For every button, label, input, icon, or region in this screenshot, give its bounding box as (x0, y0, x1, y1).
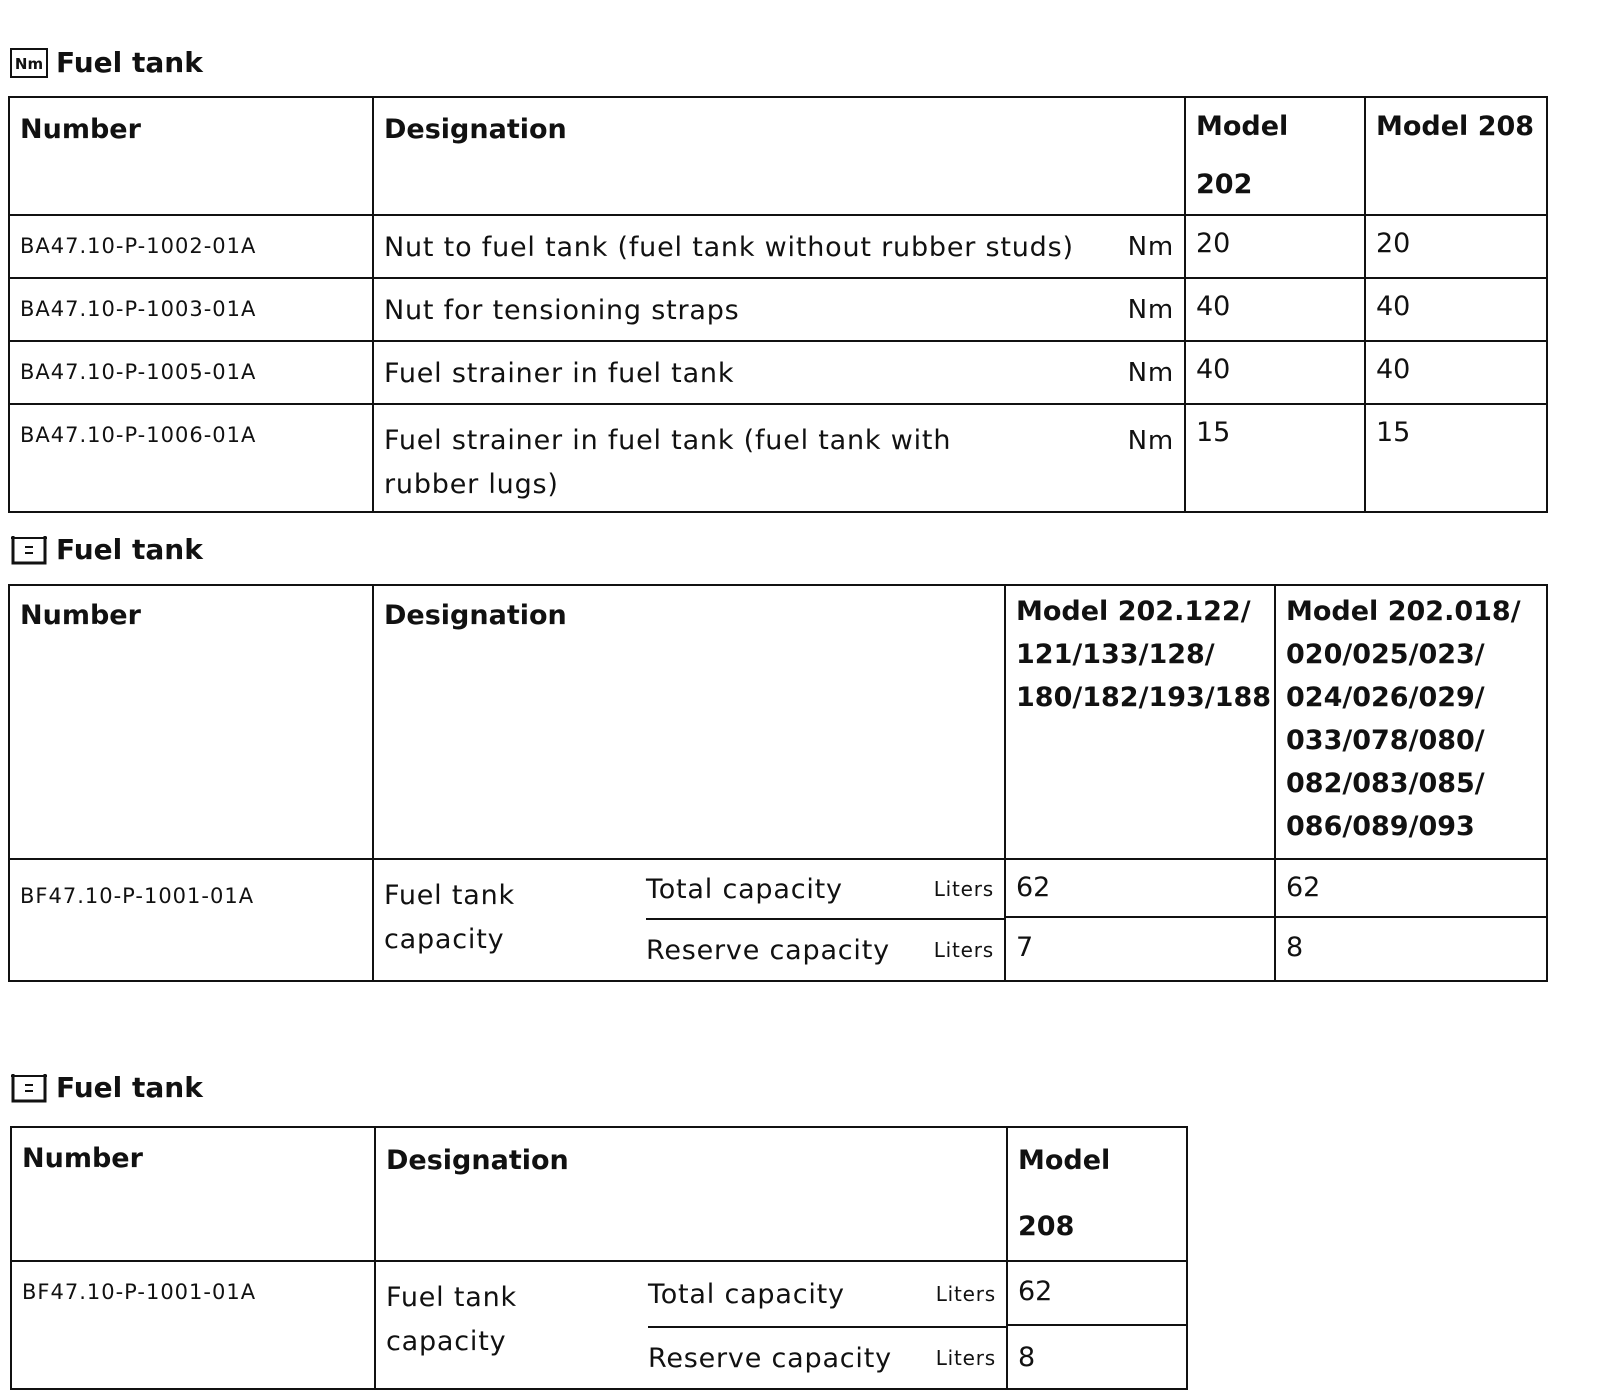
header-designation: Designation (375, 1127, 1007, 1261)
designation-cell (373, 278, 1185, 341)
section-title-capacity-208 (10, 1070, 203, 1104)
header-model-202: Model 202 (1185, 97, 1365, 215)
header-number: Number (11, 1127, 375, 1261)
section-title-capacity (10, 532, 203, 566)
values-model-202-a (1005, 859, 1275, 981)
designation-text: Fuel tank capacity (384, 880, 515, 955)
part-number: BA47.10-P-1002-01A (9, 215, 373, 278)
value-model-208: 40 (1365, 341, 1547, 404)
value: 62 (1008, 1262, 1186, 1326)
part-number: BA47.10-P-1005-01A (9, 341, 373, 404)
designation-cell (375, 1261, 1007, 1389)
value: 62 (1006, 860, 1274, 918)
table-row (9, 404, 1547, 512)
header-model-208: Model 208 (1007, 1127, 1187, 1261)
table-row (9, 341, 1547, 404)
unit: Nm (1127, 295, 1174, 325)
part-number: BA47.10-P-1003-01A (9, 278, 373, 341)
value-model-208: 15 (1365, 404, 1547, 512)
designation-text: Fuel strainer in fuel tank (fuel tank with rubber lugs) (384, 425, 952, 500)
designation-cell (373, 859, 1005, 981)
value: 8 (1286, 932, 1304, 963)
sub-label: Total capacity (646, 873, 843, 905)
section-title-text: Fuel tank (56, 532, 203, 566)
sub-row-reserve (646, 920, 1004, 980)
section-title-torque (10, 46, 203, 79)
value-model-202: 15 (1185, 404, 1365, 512)
table-row (9, 278, 1547, 341)
nm-torque-icon (10, 48, 48, 78)
header-model-208: Model 208 (1365, 97, 1547, 215)
value: 62 (1276, 860, 1546, 918)
capacity-table-208 (10, 1126, 1188, 1390)
value-model-208: 40 (1365, 278, 1547, 341)
part-number: BF47.10-P-1001-01A (9, 859, 373, 981)
designation-text: Fuel strainer in fuel tank (384, 358, 735, 389)
table-header-row (9, 97, 1547, 215)
designation-text: Nut to fuel tank (fuel tank without rubber studs) (384, 232, 1074, 263)
value-model-202: 40 (1185, 278, 1365, 341)
unit: Liters (935, 1282, 996, 1306)
designation-text: Nut for tensioning straps (384, 295, 740, 326)
value: 8 (1018, 1342, 1036, 1373)
header-designation: Designation (373, 97, 1185, 215)
sub-row-reserve (648, 1328, 1006, 1388)
header-model-202-a: Model 202.122/ 121/133/128/ 180/182/193/188 (1005, 585, 1275, 859)
table-header-row (11, 1127, 1187, 1261)
values-model-208 (1007, 1261, 1187, 1389)
designation-cell (373, 404, 1185, 512)
torque-table (8, 96, 1548, 513)
sub-label: Reserve capacity (648, 1342, 892, 1374)
section-title-text: Fuel tank (56, 46, 203, 79)
sub-row-total (646, 860, 1004, 920)
value-model-202: 20 (1185, 215, 1365, 278)
designation-text: Fuel tank capacity (386, 1282, 517, 1357)
sub-row-total (648, 1262, 1006, 1328)
section-title-text: Fuel tank (56, 1070, 203, 1104)
table-row (9, 859, 1547, 981)
table-row (9, 215, 1547, 278)
value: 7 (1016, 932, 1034, 963)
value-model-208: 20 (1365, 215, 1547, 278)
unit: Liters (933, 877, 994, 901)
designation-cell (373, 215, 1185, 278)
designation-cell (373, 341, 1185, 404)
sub-label: Reserve capacity (646, 934, 890, 966)
fluid-capacity-icon (10, 532, 48, 566)
table-header-row (9, 585, 1547, 859)
unit: Nm (1127, 358, 1174, 388)
table-row (11, 1261, 1187, 1389)
part-number: BA47.10-P-1006-01A (9, 404, 373, 512)
capacity-table-202 (8, 584, 1548, 982)
svg-text:Nm: Nm (14, 54, 44, 73)
unit: Nm (1127, 232, 1174, 262)
header-designation: Designation (373, 585, 1005, 859)
unit: Liters (935, 1346, 996, 1370)
header-model-202-b: Model 202.018/ 020/025/023/ 024/026/029/ 033/078/080/ 082/083/085/ 086/089/093 (1275, 585, 1547, 859)
value-model-202: 40 (1185, 341, 1365, 404)
unit: Nm (1127, 426, 1174, 456)
header-number: Number (9, 585, 373, 859)
fluid-capacity-icon (10, 1070, 48, 1104)
part-number: BF47.10-P-1001-01A (11, 1261, 375, 1389)
header-number: Number (9, 97, 373, 215)
sub-label: Total capacity (648, 1278, 845, 1310)
unit: Liters (933, 938, 994, 962)
values-model-202-b (1275, 859, 1547, 981)
